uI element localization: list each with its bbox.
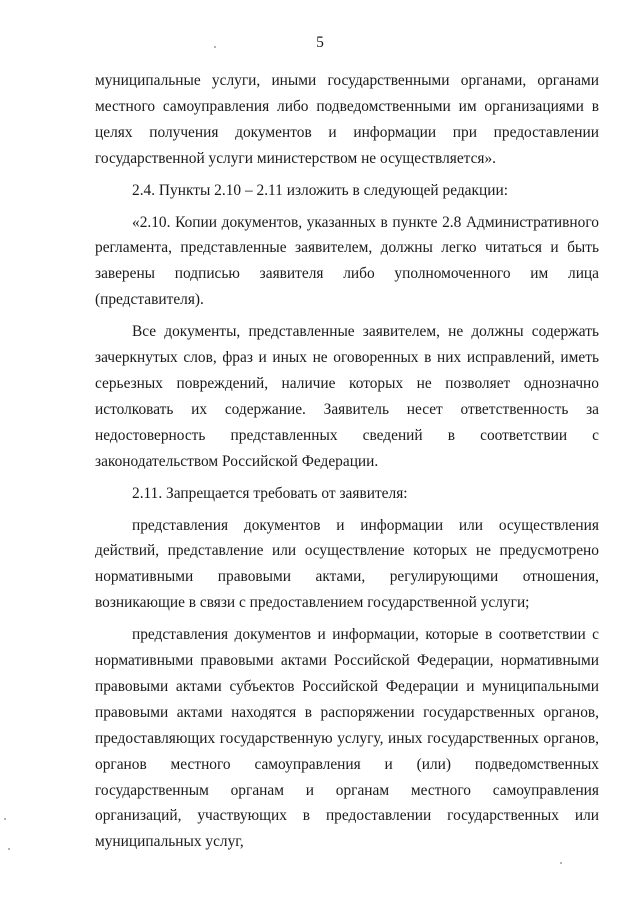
scan-speck bbox=[8, 848, 10, 850]
scan-speck bbox=[214, 46, 216, 48]
paragraph-2-10: «2.10. Копии документов, указанных в пункте 2.8 Административного регламента, представленные заявителем, должны легко читаться и быть заверены подписью заявителя либо уполномоченного им лица (представителя). bbox=[95, 213, 599, 309]
scan-speck bbox=[4, 818, 6, 820]
paragraph-continuation: муниципальные услуги, иными государственными органами, органами местного самоуправления либо подведомственными им организациями в целях получения документов и информации при предоставлении государственной услуги министерством не осуществляется». bbox=[95, 72, 599, 167]
paragraph-prohibition-1: представления документов и информации или осуществления действий, представление или осуществление которых не предусмотрено нормативными правовыми актами, регулирующими отношения, возникающие в связи с предоставлением государственной услуги; bbox=[95, 516, 599, 612]
document-body bbox=[95, 68, 599, 861]
paragraph-documents-requirements: Все документы, представленные заявителем, не должны содержать зачеркнутых слов, фраз и иных не оговоренных в них исправлений, иметь серьезных повреждений, наличие которых не позволяет однозначно истолковать их содержание. Заявитель несет ответственность за недостоверность представленных сведений в соответствии с законодательством Российской Федерации. bbox=[95, 323, 599, 470]
scan-speck bbox=[560, 862, 562, 864]
paragraph-2-11: 2.11. Запрещается требовать от заявителя: bbox=[132, 484, 408, 502]
paragraph-prohibition-2: представления документов и информации, которые в соответствии с нормативными правовыми актами Российской Федерации, нормативными правовыми актами субъектов Российской Федерации и муниципальными правовыми актами находятся в распоряжении государственных органов, предоставляющих государственную услугу, иных государственных органов, органов местного самоуправления и (или) подведомственных государственным органам и органам местного самоуправления организаций, участвующих в предоставлении государственных или муниципальных услуг, bbox=[95, 626, 599, 851]
paragraph-2-4: 2.4. Пункты 2.10 – 2.11 изложить в следующей редакции: bbox=[132, 181, 508, 199]
page-number: 5 bbox=[316, 34, 324, 51]
